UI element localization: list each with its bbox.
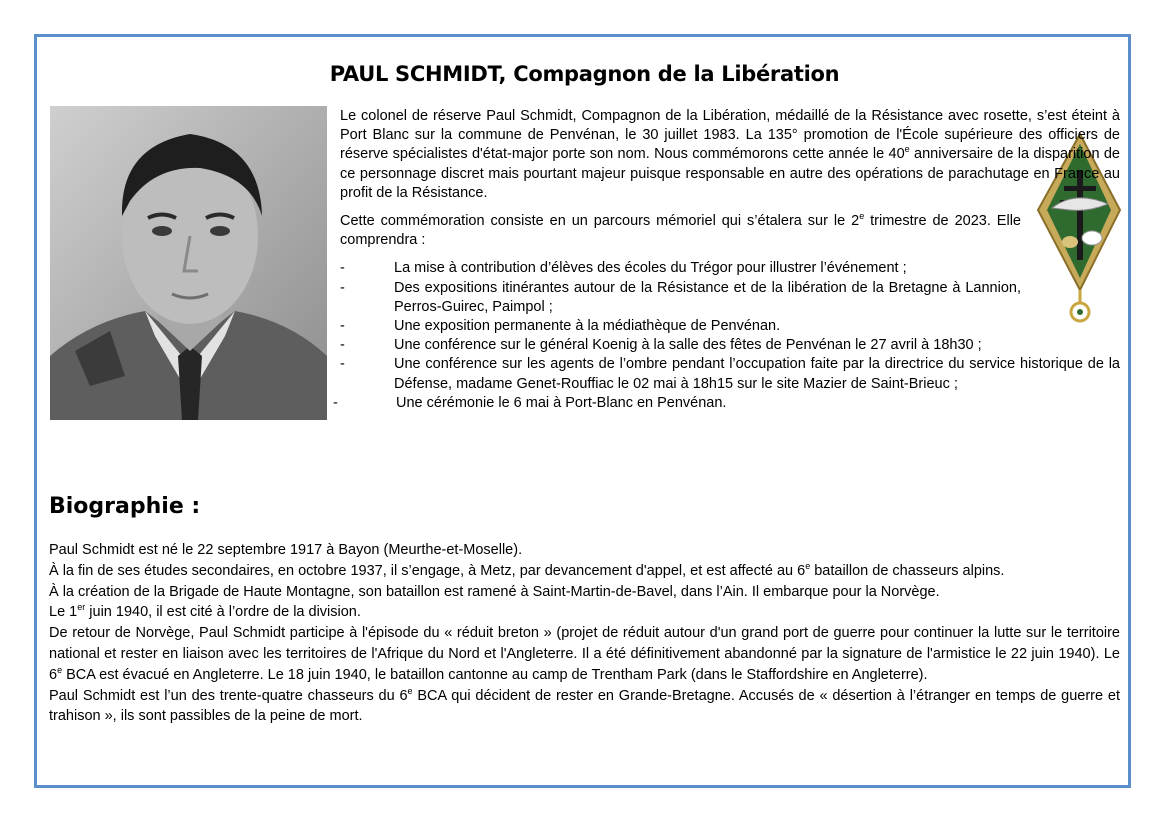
biography-section bbox=[49, 540, 1120, 727]
intro-paragraph-1: Le colonel de réserve Paul Schmidt, Compagnon de la Libération, médaillé de la Résistance avec rosette, s’est éteint à Port Blanc sur la commune de Penvénan, le 30 juillet 1983. La 135° promotion de l'École supérieure des officiers de réserve spécialistes d'état-major porte son nom. Nous commémorons cette année le 40e anniversaire de la disparition de ce personnage discret mais pourtant majeur puisque responsable en autre des opérations de parachutage en France au profit de la Résistance. bbox=[340, 108, 1120, 201]
biography-paragraph: À la création de la Brigade de Haute Montagne, son bataillon est ramené à Saint-Martin-de-Bavel, dans l’Ain. Il embarque pour la Norvège. bbox=[49, 583, 940, 600]
portrait-photo bbox=[50, 106, 327, 420]
page-title: PAUL SCHMIDT, Compagnon de la Libération bbox=[329, 62, 840, 86]
events-list bbox=[333, 259, 1120, 413]
intro-paragraph-2: Cette commémoration consiste en un parcours mémoriel qui s’étalera sur le 2e trimestre de 2023. Elle comprendra : bbox=[340, 211, 1021, 249]
portrait-silhouette-icon bbox=[50, 106, 327, 420]
list-item: - Des expositions itinérantes autour de la Résistance et de la libération de la Bretagne à Lannion, Perros-Guirec, Paimpol ; bbox=[340, 279, 1021, 315]
list-item: - Une conférence sur les agents de l’ombre pendant l’occupation faite par la directrice du service historique de la Défense, madame Genet-Rouffiac le 02 mai à 18h15 sur le site Mazier de Saint-Brieuc ; bbox=[340, 356, 1120, 392]
biography-paragraph: De retour de Norvège, Paul Schmidt participe à l'épisode du « réduit breton » (projet de réduit autour d'un grand port de guerre pour continuer la lutte sur le territoire national et rester en liaison avec les territoires de l'Afrique du Nord et l'Angleterre. Il a été définitivement abandonné par la signature de l'armistice le 22 juin 1940). Le 6e BCA est évacué en Angleterre. Le 18 juin 1940, le bataillon cantonne au camp de Trentham Park (dans le Staffordshire en Angleterre). bbox=[49, 625, 1120, 683]
list-item: - La mise à contribution d’élèves des écoles du Trégor pour illustrer l’événement ; bbox=[340, 260, 907, 277]
biography-paragraph: Paul Schmidt est l’un des trente-quatre chasseurs du 6e BCA qui décident de rester en Grande-Bretagne. Accusés de « désertion à l’étranger en temps de guerre et trahison », ils sont passibles de la peine de mort. bbox=[49, 685, 1120, 725]
intro-section bbox=[333, 107, 1120, 413]
biography-paragraph: Le 1er juin 1940, il est cité à l’ordre de la division. bbox=[49, 602, 361, 621]
biography-paragraph: Paul Schmidt est né le 22 septembre 1917 à Bayon (Meurthe-et-Moselle). bbox=[49, 542, 523, 558]
list-item: - Une conférence sur le général Koenig à la salle des fêtes de Penvénan le 27 avril à 18h30 ; bbox=[340, 337, 982, 354]
biography-heading: Biographie : bbox=[49, 494, 201, 519]
list-item: - Une cérémonie le 6 mai à Port-Blanc en Penvénan. bbox=[333, 394, 727, 411]
list-item: - Une exposition permanente à la médiathèque de Penvénan. bbox=[340, 318, 781, 335]
biography-paragraph: À la fin de ses études secondaires, en octobre 1937, il s’engage, à Metz, par devancement d'appel, et est affecté au 6e bataillon de chasseurs alpins. bbox=[49, 560, 1005, 579]
